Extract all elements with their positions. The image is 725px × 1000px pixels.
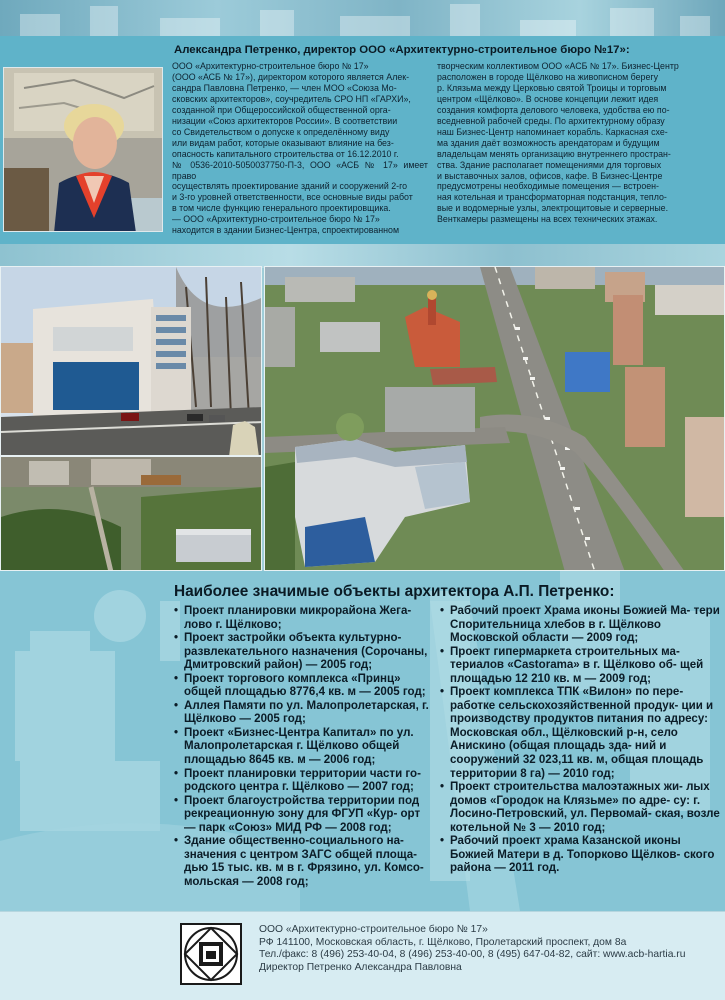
text-line: созданной при Общероссийской общественной орга- [172,104,391,115]
text-line: сковских архитекторов», соучредитель СРО НП «ГАРХИ», [172,93,411,104]
text-line: владельцам менять организацию внутреннего простран- [437,148,671,159]
business-center-street-photo [0,266,262,456]
list-item: • Здание общественно-социального на- значения с центром ЗАГС общей площа- дью 15 тыс. кв. м в г. Фрязино, ул. Комсо- мольская — 2008 год; [174,835,432,889]
text-line: № 0536-2010-5050037750-П-3, ООО «АСБ № 17» имеет право [172,159,428,181]
headline: Александра Петренко, директор ООО «Архитектурно-строительное бюро №17»: [174,44,630,56]
text-line: ства. Здание располагает помещениями для торговых [437,159,662,170]
company-name: ООО «Архитектурно-строительное бюро № 17» [259,924,488,935]
company-director: Директор Петренко Александра Павловна [259,961,462,973]
list-item: • Проект застройки объекта культурно- развлекательного назначения (Сорочаны, Дмитровский район) — 2005 год; [174,632,432,673]
text-line: опасность капитального строительства от 16.12.2010 г. [172,148,399,159]
contact-details [259,924,685,974]
text-line: создания комфорта делового человека, удобства ею по- [437,104,670,115]
intro-column-left [172,61,428,236]
projects-list-left [174,605,432,889]
text-line: находится в здании Бизнес-Центра, спроектированном [172,225,400,236]
company-phones: Тел./факс: 8 (496) 253-40-04, 8 (496) 253-40-00, 8 (495) 647-04-82, сайт: www.acb-hartia.ru [259,949,686,961]
list-item: • Проект торгового комплекса «Принц» общей площадью 8776,4 кв. м — 2005 год; [174,673,432,700]
text-line: — ООО «Архитектурно-строительное бюро № 17» [172,214,380,225]
company-logo-icon [180,923,242,985]
text-line: вседневной рабочей среды. По архитектурному образу [437,115,665,126]
text-line: сандра Павловна Петренко, — член МОО «Союза Мо- [172,82,397,93]
list-item: • Рабочий проект Храма иконы Божией Ма- тери Спорительница хлебов в г. Щёлково Московской области — 2009 год; [440,605,720,646]
text-line: центром «Щёлково». В основе концепции лежит идея [437,93,659,104]
list-item: • Рабочий проект храма Казанской иконы Божией Матери в д. Топорково Щёлков- ского района — 2011 год. [440,835,720,876]
text-line: в том числе функцию генерального проектировщика. [172,203,391,214]
text-line: осуществлять проектирование зданий и сооружений 2-го [172,181,408,192]
text-line: расположен в городе Щёлково на живописном берегу [437,71,659,82]
list-item: • Проект планировки территории части го- родского центра г. Щёлково — 2007 год; [174,768,432,795]
text-line: р. Клязьма между Церковью святой Троицы и торговым [437,82,667,93]
list-item: • Проект благоустройства территории под рекреационную зону для ФГУП «Кур- орт — парк «Союз» МИД РФ — 2008 год; [174,795,432,836]
list-item: • Проект «Бизнес-Центра Капитал» по ул. Малопролетарская г. Щёлково общей площадью 8645 кв. м — 2006 год; [174,727,432,768]
list-item: • Аллея Памяти по ул. Малопролетарская, г. Щёлково — 2005 год; [174,700,432,727]
list-item: • Проект строительства малоэтажных жи- лых домов «Городок на Клязьме» по адре- су: г. Лосино-Петровский, ул. Первомай- ская, возле котельной № 3 — 2010 год; [440,781,720,835]
text-line: или видам работ, которые оказывают влияние на без- [172,137,394,148]
text-line: творческим коллективом ООО «АСБ № 17». Бизнес-Центр [437,61,679,71]
text-line: ма здания даёт возможность арендаторам и будущим [437,137,660,148]
text-line: наш Бизнес-Центр напоминает корабль. Каркасная схе- [437,126,668,137]
top-city-strip [0,0,725,36]
business-center-aerial-closeup-photo [0,456,262,571]
text-line: ная котельная и трансформаторная подстанция, тепло- [437,192,667,203]
text-line: Венткамеры размещены на всех технических этажах. [437,214,658,225]
text-line: и 3-го уровней ответственности, все основные виды работ [172,192,413,203]
city-aerial-photo [264,266,725,571]
list-item: • Проект комплекса ТПК «Вилон» по пере- работке сельскохозяйственной продук- ции и производству продуктов питания по адресу: Московская обл., Щёлковский р-н, село Анискино (общая площадь зда- ний и сооружений 32 023,11 кв. м, общая площадь территории 8 га) — 2010 год; [440,686,720,781]
text-line: со Свидетельством о допуске к определённому виду [172,126,390,137]
projects-title: Наиболее значимые объекты архитектора А.П. Петренко: [174,583,615,600]
text-line: предусмотрены необходимые помещения — встроен- [437,181,660,192]
intro-column-right [437,61,715,225]
text-line: и выставочных залов, офисов, кафе. В Бизнес-Центре [437,170,663,181]
list-item: • Проект гипермаркета строительных ма- териалов «Castorama» в г. Щёлково об- щей площадью 12 210 кв. м — 2009 год; [440,646,720,687]
projects-list-right [440,605,720,876]
director-portrait-photo [3,67,163,232]
photo-band-decor [0,244,725,268]
text-line: низации «Союз архитекторов России». В соответствии [172,115,398,126]
text-line: вые и водомерные узлы, электрощитовые и серверные. [437,203,669,214]
company-address: РФ 141100, Московская область, г. Щёлково, Пролетарский проспект, дом 8а [259,936,627,948]
text-line: ООО «Архитектурно-строительное бюро № 17» [172,61,369,71]
text-line: (ООО «АСБ № 17»), директором которого является Алек- [172,71,410,82]
list-item: • Проект планировки микрорайона Жега- лово г. Щёлково; [174,605,432,632]
